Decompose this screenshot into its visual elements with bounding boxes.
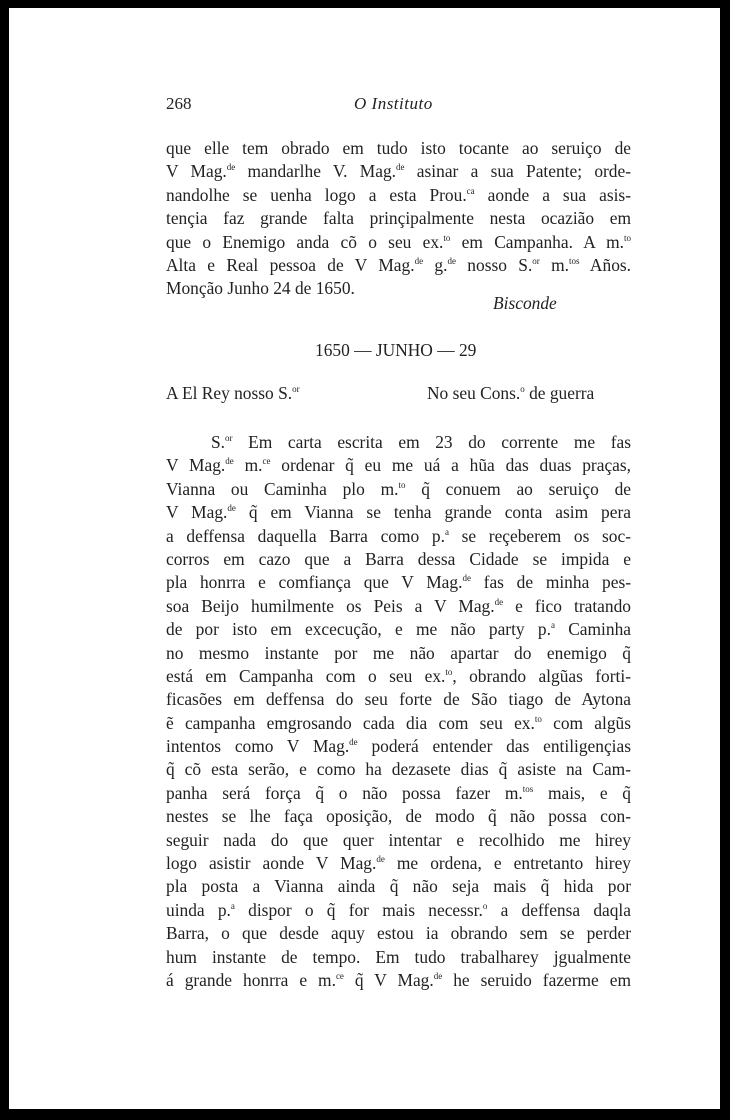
text-line: de por isto em excecução, e me não party p.$^a$ Caminha	[166, 619, 631, 640]
text-line: pla posta a Vianna ainda q̃ não seja mais q̃ hida por	[166, 876, 631, 897]
text-line: Barra, o que desde aquy estou ia obrando sem se perder	[166, 923, 631, 944]
text-line: Monção Junho 24 de 1650.	[166, 278, 355, 299]
second-letter-body	[166, 431, 631, 992]
text-line: pla honrra e comfiança que V Mag.$^{de}$ fas de minha pes-	[166, 572, 631, 593]
date-heading: 1650 — JUNHO — 29	[315, 340, 477, 360]
text-line: que o Enemigo anda cõ o seu ex.$^{to}$ em Campanha. A m.$^{to}$	[166, 231, 631, 252]
text-line: uinda p.$^a$ dispor o q̃ for mais necessr.$^o$ a deffensa daqla	[166, 899, 631, 920]
address-right: No seu Cons.$^o$ de guerra	[427, 383, 595, 403]
text-line: V Mag.$^{de}$ m.$^{ce}$ ordenar q̃ eu me uá a hũa das duas praças,	[166, 455, 631, 476]
text-line: corros em cazo que a Barra dessa Cidade se impida e	[166, 548, 631, 569]
text-line: ficasões em deffensa do seu forte de São tiago de Aytona	[166, 689, 631, 710]
text-line: nandolhe se uenha logo a esta Prou.$^{ca}$ aonde a sua asis-	[166, 184, 631, 205]
text-line: S.$^{or}$ Em carta escrita em 23 do corrente me fas	[211, 432, 631, 452]
address-left: A El Rey nosso S.$^{or}$	[166, 383, 300, 403]
text-line: no mesmo instante por me não apartar do enemigo q̃	[166, 642, 631, 663]
text-line: seguir nada do que quer intentar e recolhido me hirey	[166, 829, 631, 850]
text-line: a deffensa daquella Barra como p.$^a$ se reçeberem os soc-	[166, 525, 631, 546]
text-line: nestes se lhe faça oposição, de modo q̃ não possa con-	[166, 806, 631, 827]
first-letter-body	[166, 137, 631, 301]
text-line: soa Beijo humilmente os Peis a V Mag.$^{de}$ e fico tratando	[166, 595, 631, 616]
text-line: á grande honrra e m.$^{ce}$ q̃ V Mag.$^{de}$ he seruido fazerme em	[166, 969, 631, 990]
running-title: O Instituto	[354, 94, 433, 113]
text-line: V Mag.$^{de}$ q̃ em Vianna se tenha grande conta asim pera	[166, 502, 631, 523]
text-line: hum instante de tempo. Em tudo trabalharey jgualmente	[166, 946, 631, 967]
text-line: panha será força q̃ o não possa fazer m.$^{tos}$ mais, e q̃	[166, 782, 631, 803]
book-page	[9, 8, 720, 1109]
text-line: Vianna ou Caminha plo m.$^{to}$ q̃ conuem ao seruiço de	[166, 478, 632, 499]
text-line: intentos como V Mag.$^{de}$ poderá entender das entiligençias	[166, 736, 631, 757]
text-line: que elle tem obrado em tudo isto tocante ao seruiço de	[166, 138, 631, 158]
page-number: 268	[166, 94, 192, 113]
text-line: V Mag.$^{de}$ mandarlhe V. Mag.$^{de}$ asinar a sua Patente; orde-	[166, 161, 632, 182]
text-line: ẽ campanha emgrosando cada dia com seu ex.$^{to}$ com algũs	[166, 712, 631, 733]
text-line: tençia faz grande falta prinçipalmente nesta ocazião em	[166, 208, 631, 229]
text-line: Alta e Real pessoa de V Mag.$^{de}$ g.$^{de}$ nosso S.$^{or}$ m.$^{tos}$ Años.	[166, 254, 631, 275]
text-line: está em Campanha com o seu ex.$^{to}$, obrando algũas forti-	[166, 665, 631, 686]
running-header	[9, 94, 720, 116]
text-line: logo asistir aonde V Mag.$^{de}$ me ordena, e entretanto hirey	[166, 853, 631, 874]
text-line: q̃ cõ esta serão, e como ha dezasete dias q̃ asiste na Cam-	[166, 759, 631, 780]
signature: Bisconde	[493, 293, 557, 313]
